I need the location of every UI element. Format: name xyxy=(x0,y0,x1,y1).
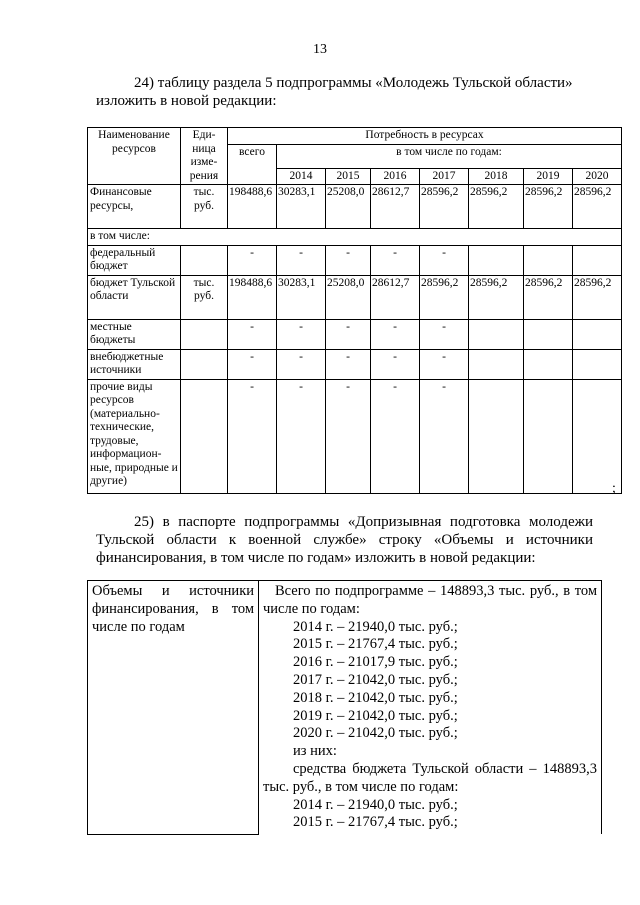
paragraph-25 xyxy=(96,513,593,567)
financing-year-line: 2020 г. – 21042,0 тыс. руб.; xyxy=(293,725,458,742)
cell-value: - xyxy=(371,245,420,275)
financing-year-line: 2016 г. – 21017,9 тыс. руб.; xyxy=(293,654,458,671)
cell-value xyxy=(573,349,622,379)
cell-value xyxy=(524,245,573,275)
paragraph-25-line-2: Тульской области к военной службе» строку «Объемы и источники xyxy=(96,532,593,548)
financing-total: Всего по подпрограмме – 148893,3 тыс. руб., в том числе по годам: xyxy=(263,583,597,617)
row-name: Финансовые ресурсы, xyxy=(88,185,181,229)
paragraph-25-line-1: 25) в паспорте подпрограммы «Допризывная подготовка молодежи xyxy=(134,514,593,530)
cell-value xyxy=(573,379,622,493)
row-unit xyxy=(181,319,228,349)
header-year: 2015 xyxy=(326,168,371,185)
financing-of-them: из них: xyxy=(293,743,337,760)
header-year: 2020 xyxy=(573,168,622,185)
cell-value: 25208,0 xyxy=(326,185,371,229)
financing-year-line: 2014 г. – 21940,0 тыс. руб.; xyxy=(293,618,458,635)
row-name: федеральный бюджет xyxy=(88,245,181,275)
header-year: 2016 xyxy=(371,168,420,185)
header-year: 2017 xyxy=(420,168,469,185)
header-name: Наименование ресурсов xyxy=(88,128,181,185)
row-name: прочие виды ресурсов (материально- технические, трудовые, информацион- ные, природные и другие) xyxy=(88,379,181,493)
financing-year-line: 2018 г. – 21042,0 тыс. руб.; xyxy=(293,689,458,706)
cell-value xyxy=(469,319,524,349)
financing-table xyxy=(87,580,602,835)
cell-value: - xyxy=(326,319,371,349)
cell-value: 28596,2 xyxy=(573,185,622,229)
table-end-semicolon: ; xyxy=(612,481,616,496)
row-unit: тыс. руб. xyxy=(181,185,228,229)
cell-value: 30283,1 xyxy=(277,275,326,319)
row-unit xyxy=(181,245,228,275)
cell-value: - xyxy=(228,349,277,379)
financing-year-line: 2017 г. – 21042,0 тыс. руб.; xyxy=(293,671,458,688)
cell-value: - xyxy=(326,379,371,493)
cell-value: 28596,2 xyxy=(420,185,469,229)
table-header-row xyxy=(88,128,622,145)
cell-value: 198488,6 xyxy=(228,185,277,229)
cell-value: - xyxy=(371,319,420,349)
header-year: 2019 xyxy=(524,168,573,185)
cell-value xyxy=(524,349,573,379)
cell-value: - xyxy=(277,379,326,493)
financing-details xyxy=(259,581,602,835)
cell-value xyxy=(469,245,524,275)
financing-regional: средства бюджета Тульской области – 148893,3 тыс. руб., в том числе по годам: xyxy=(263,760,597,795)
cell-value: 28596,2 xyxy=(469,275,524,319)
financing-label: Объемы и источники финансирования, в том числе по годам xyxy=(88,581,259,835)
resources-table xyxy=(87,127,622,494)
cell-value: - xyxy=(228,245,277,275)
cell-value: 28596,2 xyxy=(524,275,573,319)
financing-row xyxy=(88,581,602,835)
cell-value: - xyxy=(420,349,469,379)
cell-value: 28596,2 xyxy=(469,185,524,229)
cell-value: 28612,7 xyxy=(371,185,420,229)
row-unit xyxy=(181,349,228,379)
cell-value: - xyxy=(277,319,326,349)
header-total: всего xyxy=(228,144,277,185)
cell-value: 198488,6 xyxy=(228,275,277,319)
cell-value: - xyxy=(371,379,420,493)
paragraph-25-line-3: финансирования, в том числе по годам» изложить в новой редакции: xyxy=(96,550,536,566)
cell-value: - xyxy=(420,379,469,493)
financing-regional-year-line: 2014 г. – 21940,0 тыс. руб.; xyxy=(293,796,458,813)
cell-value: - xyxy=(277,245,326,275)
cell-value: - xyxy=(277,349,326,379)
cell-value xyxy=(524,379,573,493)
header-by-years: в том числе по годам: xyxy=(277,144,622,168)
cell-value: - xyxy=(326,245,371,275)
cell-value: - xyxy=(420,319,469,349)
row-name: внебюджетные источники xyxy=(88,349,181,379)
financing-year-line: 2015 г. – 21767,4 тыс. руб.; xyxy=(293,636,458,653)
cell-value xyxy=(469,379,524,493)
table-row xyxy=(88,229,622,246)
cell-value xyxy=(469,349,524,379)
table-row xyxy=(88,379,622,493)
header-year: 2014 xyxy=(277,168,326,185)
cell-value: 28596,2 xyxy=(524,185,573,229)
cell-value xyxy=(524,319,573,349)
page-number: 13 xyxy=(313,42,327,57)
cell-value: - xyxy=(228,379,277,493)
cell-value: 30283,1 xyxy=(277,185,326,229)
paragraph-24-line-2: изложить в новой редакции: xyxy=(96,93,277,109)
header-year: 2018 xyxy=(469,168,524,185)
row-unit xyxy=(181,379,228,493)
cell-value: - xyxy=(420,245,469,275)
table-row xyxy=(88,245,622,275)
cell-value: 28596,2 xyxy=(573,275,622,319)
table-row xyxy=(88,185,622,229)
header-unit: Еди- ница изме- рения xyxy=(181,128,228,185)
cell-value xyxy=(573,245,622,275)
financing-regional-year-line: 2015 г. – 21767,4 тыс. руб.; xyxy=(293,814,458,831)
row-name: в том числе: xyxy=(88,229,622,246)
header-need: Потребность в ресурсах xyxy=(228,128,622,145)
table-row xyxy=(88,319,622,349)
cell-value: - xyxy=(326,349,371,379)
table-row xyxy=(88,275,622,319)
cell-value: - xyxy=(228,319,277,349)
row-unit: тыс. руб. xyxy=(181,275,228,319)
row-name: бюджет Тульской области xyxy=(88,275,181,319)
paragraph-24-line-1: 24) таблицу раздела 5 подпрограммы «Молодежь Тульской области» xyxy=(134,75,573,91)
cell-value: 28596,2 xyxy=(420,275,469,319)
cell-value xyxy=(573,319,622,349)
financing-year-line: 2019 г. – 21042,0 тыс. руб.; xyxy=(293,707,458,724)
cell-value: 28612,7 xyxy=(371,275,420,319)
cell-value: - xyxy=(371,349,420,379)
row-name: местные бюджеты xyxy=(88,319,181,349)
table-row xyxy=(88,349,622,379)
cell-value: 25208,0 xyxy=(326,275,371,319)
paragraph-24 xyxy=(96,74,593,110)
